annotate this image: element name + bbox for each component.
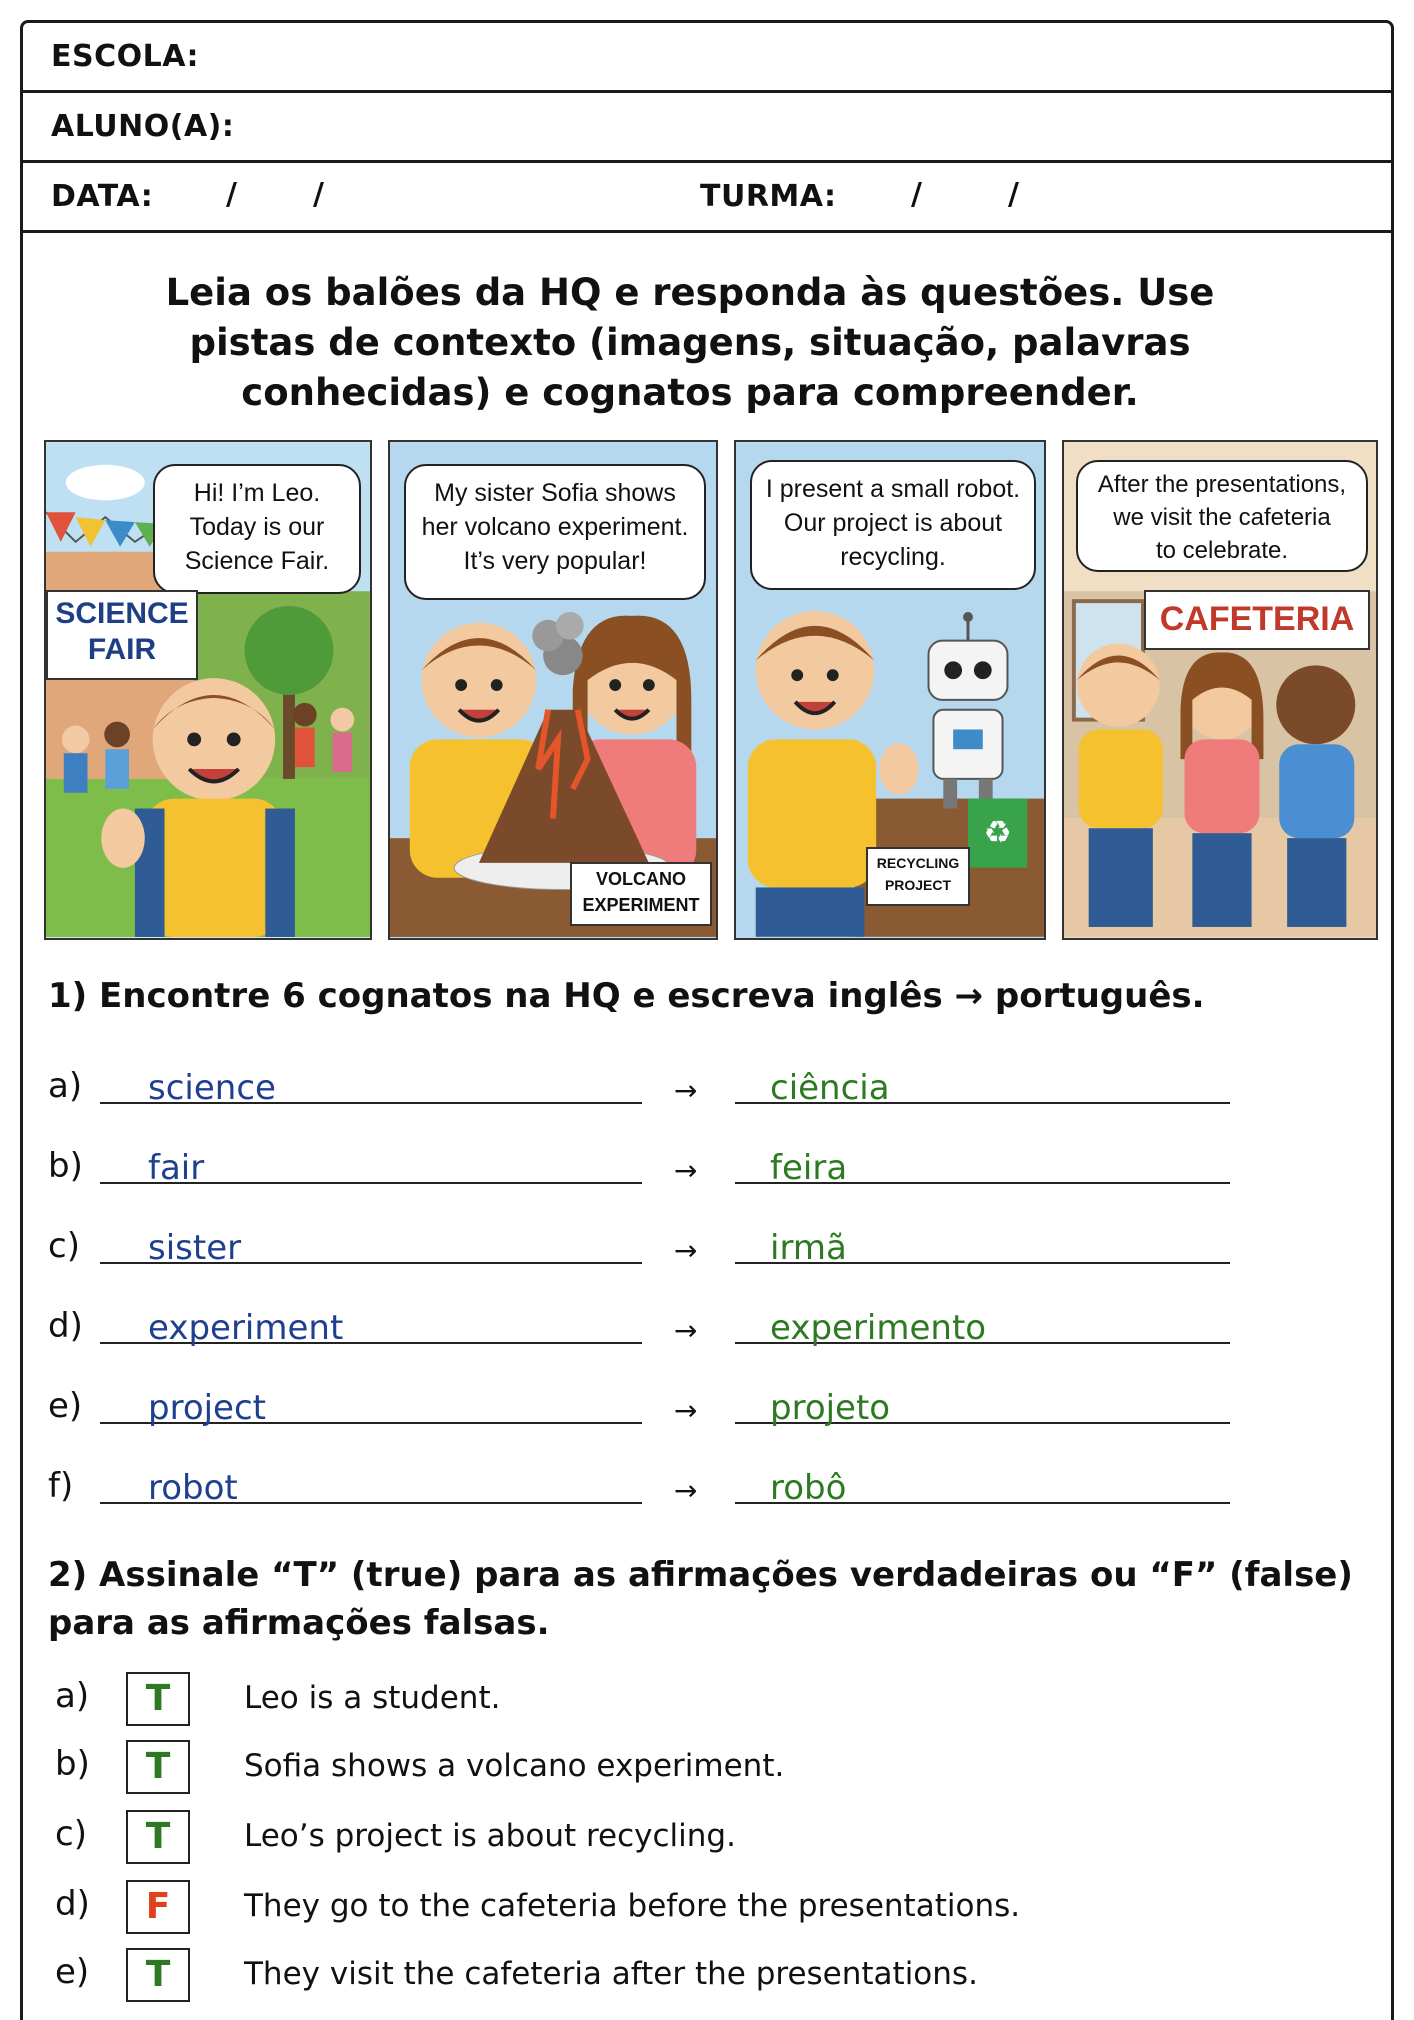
- portuguese-answer: irmã: [770, 1228, 847, 1268]
- row-letter: c): [55, 1814, 87, 1854]
- sign-line: PROJECT: [884, 877, 952, 893]
- cafeteria-sign: [1144, 590, 1370, 650]
- speech-bubble-4: [1076, 460, 1368, 572]
- bubble-line: to celebrate.: [1155, 537, 1289, 564]
- bubble-line: After the presentations,: [1097, 471, 1347, 498]
- svg-text:♻: ♻: [983, 815, 1012, 852]
- row-letter: a): [55, 1676, 90, 1716]
- english-answer: project: [148, 1388, 267, 1428]
- data-label: DATA:: [51, 179, 154, 214]
- comic-panel-4: [1062, 440, 1378, 940]
- instructions: Leia os balões da HQ e responda às questões. Use pistas de contexto (imagens, situação, palavras conhecidas) e cognatos para compreender.: [165, 271, 1215, 414]
- bubble-line: Science Fair.: [184, 547, 330, 575]
- statement-text: Leo’s project is about recycling.: [244, 1818, 736, 1854]
- row-letter: d): [55, 1884, 90, 1924]
- aluno-label: ALUNO(A):: [51, 109, 235, 144]
- volcano-experiment-sign: [570, 862, 712, 926]
- comic-panel-1: [44, 440, 372, 940]
- sign-line: EXPERIMENT: [582, 895, 700, 915]
- answer-checkbox[interactable]: T: [126, 1810, 190, 1864]
- row-letter: f): [48, 1466, 74, 1506]
- recycling-project-sign: [866, 847, 970, 906]
- row-letter: e): [48, 1386, 83, 1426]
- date-slash-1: /: [226, 177, 238, 212]
- aluno-row[interactable]: [23, 93, 1391, 163]
- statement-text: They go to the cafeteria before the presentations.: [244, 1888, 1021, 1924]
- bubble-line: recycling.: [840, 543, 946, 571]
- sign-line: FAIR: [87, 633, 157, 666]
- portuguese-answer: projeto: [770, 1388, 891, 1428]
- arrow-icon: →: [674, 1314, 698, 1347]
- sign-line: RECYCLING: [876, 855, 960, 871]
- bubble-line: Hi! I’m Leo.: [193, 479, 321, 507]
- arrow-icon: →: [674, 1074, 698, 1107]
- row-letter: c): [48, 1226, 80, 1266]
- arrow-icon: →: [674, 1394, 698, 1427]
- comic-panel-3: [734, 440, 1046, 940]
- portuguese-answer: ciência: [770, 1068, 890, 1108]
- statement-text: Sofia shows a volcano experiment.: [244, 1748, 785, 1784]
- portuguese-answer: robô: [770, 1468, 847, 1508]
- bubble-line: My sister Sofia shows: [434, 479, 676, 507]
- row-letter: a): [48, 1066, 83, 1106]
- date-slash-2: /: [313, 177, 325, 212]
- portuguese-answer: feira: [770, 1148, 848, 1188]
- question-2-title-line-2: para as afirmações falsas.: [48, 1603, 550, 1643]
- answer-checkbox[interactable]: T: [126, 1672, 190, 1726]
- speech-bubble-3: [750, 460, 1036, 590]
- sign-line: SCIENCE: [55, 597, 189, 630]
- sign-line: CAFETERIA: [1159, 600, 1355, 638]
- comic-panel-2: [388, 440, 718, 940]
- arrow-icon: →: [674, 1154, 698, 1187]
- question-1-title: 1) Encontre 6 cognatos na HQ e escreva inglês → português.: [48, 976, 1205, 1016]
- row-letter: d): [48, 1306, 83, 1346]
- english-answer: science: [148, 1068, 276, 1108]
- sign-line: VOLCANO: [596, 869, 686, 889]
- bubble-line: her volcano experiment.: [421, 513, 689, 541]
- answer-checkbox[interactable]: T: [126, 1948, 190, 2002]
- english-answer: fair: [148, 1148, 205, 1188]
- question-2-title-line-1: 2) Assinale “T” (true) para as afirmações verdadeiras ou “F” (false): [48, 1555, 1353, 1595]
- turma-slash-2: /: [1008, 177, 1020, 212]
- escola-row[interactable]: [23, 23, 1391, 93]
- arrow-icon: →: [674, 1474, 698, 1507]
- turma-label: TURMA:: [700, 179, 837, 214]
- answer-checkbox[interactable]: T: [126, 1740, 190, 1794]
- answer-checkbox[interactable]: F: [126, 1880, 190, 1934]
- science-fair-sign: [46, 590, 198, 680]
- english-answer: experiment: [148, 1308, 344, 1348]
- row-letter: e): [55, 1952, 90, 1992]
- turma-slash-1: /: [911, 177, 923, 212]
- english-answer: robot: [148, 1468, 238, 1508]
- bubble-line: It’s very popular!: [463, 547, 647, 575]
- arrow-icon: →: [674, 1234, 698, 1267]
- bubble-line: Our project is about: [783, 509, 1003, 537]
- statement-text: Leo is a student.: [244, 1680, 501, 1716]
- bubble-line: Today is our: [189, 513, 325, 541]
- data-turma-row: [23, 163, 1391, 233]
- bubble-line: we visit the cafeteria: [1113, 504, 1331, 531]
- row-letter: b): [48, 1146, 83, 1186]
- speech-bubble-2: [404, 464, 706, 600]
- bubble-line: I present a small robot.: [765, 475, 1021, 503]
- english-answer: sister: [148, 1228, 242, 1268]
- speech-bubble-1: [153, 464, 361, 594]
- escola-label: ESCOLA:: [51, 39, 200, 74]
- statement-text: They visit the cafeteria after the presentations.: [244, 1956, 978, 1992]
- row-letter: b): [55, 1744, 90, 1784]
- portuguese-answer: experimento: [770, 1308, 987, 1348]
